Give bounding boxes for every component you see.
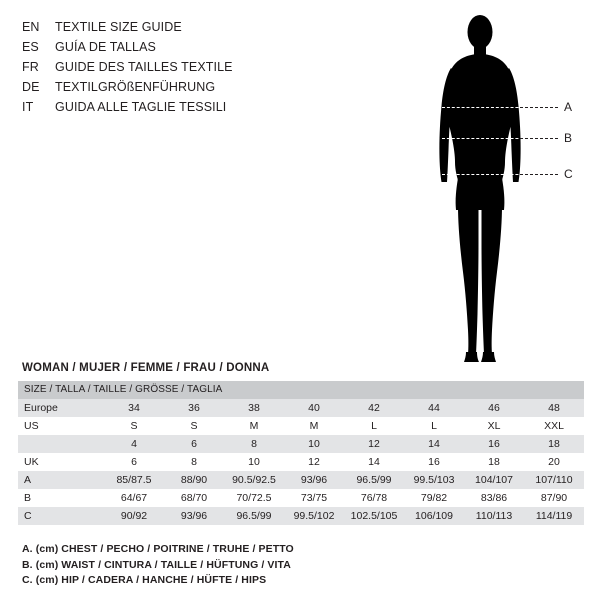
female-body-silhouette-icon (420, 10, 540, 370)
table-cell: 88/90 (164, 471, 224, 489)
waist-marker-label: B (564, 131, 573, 145)
legend-item-hip: C. (cm) HIP / CADERA / HANCHE / HÜFTE / HIPS (22, 574, 267, 586)
table-cell: 106/109 (404, 507, 464, 525)
table-cell: S (164, 417, 224, 435)
table-row (18, 471, 584, 489)
table-cell: 79/82 (404, 489, 464, 507)
language-title-list (22, 17, 352, 117)
language-title: TEXTILGRÖßENFÜHRUNG (55, 80, 216, 94)
row-label: C (18, 507, 104, 525)
table-cell: 64/67 (104, 489, 164, 507)
table-cell: M (284, 417, 344, 435)
language-code: IT (22, 100, 34, 114)
legend-item-waist: B. (cm) WAIST / CINTURA / TAILLE / HÜFTUNG / VITA (22, 558, 291, 571)
table-cell: 10 (224, 453, 284, 471)
table-cell: 93/96 (164, 507, 224, 525)
table-cell: 93/96 (284, 471, 344, 489)
table-row (18, 453, 584, 471)
language-row (22, 57, 352, 77)
table-cell: 46 (464, 399, 524, 417)
table-cell: 90.5/92.5 (224, 471, 284, 489)
table-cell: 20 (524, 453, 584, 471)
chest-marker-label: A (564, 100, 573, 114)
table-cell: 14 (404, 435, 464, 453)
table-cell: XXL (524, 417, 584, 435)
table-cell: 6 (164, 435, 224, 453)
legend-item-chest: A. (cm) CHEST / PECHO / POITRINE / TRUHE / PETTO (22, 543, 294, 555)
row-label: UK (18, 453, 104, 471)
table-cell: 18 (464, 453, 524, 471)
table-cell: 73/75 (284, 489, 344, 507)
table-row (18, 507, 584, 525)
table-row (18, 399, 584, 417)
table-cell: 18 (524, 435, 584, 453)
table-cell: 42 (344, 399, 404, 417)
row-label: A (18, 471, 104, 489)
table-cell: 85/87.5 (104, 471, 164, 489)
table-cell: 90/92 (104, 507, 164, 525)
table-header-label: SIZE / TALLA / TAILLE / GRÖSSE / TAGLIA (18, 381, 584, 399)
language-title: GUIDA ALLE TAGLIE TESSILI (55, 100, 227, 114)
table-cell: 87/90 (524, 489, 584, 507)
table-cell: 34 (104, 399, 164, 417)
language-row (22, 37, 352, 57)
table-row (18, 417, 584, 435)
row-label (18, 435, 104, 453)
table-cell: 36 (164, 399, 224, 417)
table-cell: 96.5/99 (224, 507, 284, 525)
table-cell: 76/78 (344, 489, 404, 507)
hip-marker-label: C (564, 167, 573, 181)
table-cell: 12 (344, 435, 404, 453)
waist-guide-line-extension (520, 138, 558, 139)
measurement-legend (22, 542, 442, 589)
table-cell: 114/119 (524, 507, 584, 525)
table-cell: M (224, 417, 284, 435)
table-cell: 10 (284, 435, 344, 453)
language-row (22, 97, 352, 117)
table-cell: 16 (464, 435, 524, 453)
table-cell: 102.5/105 (344, 507, 404, 525)
language-title: GUÍA DE TALLAS (55, 40, 156, 54)
table-cell: 99.5/102 (284, 507, 344, 525)
table-header-row (18, 381, 584, 399)
section-title: WOMAN / MUJER / FEMME / FRAU / DONNA (22, 362, 270, 374)
row-label: B (18, 489, 104, 507)
language-code: ES (22, 40, 39, 54)
chest-guide-line-extension (520, 107, 558, 108)
table-cell: 38 (224, 399, 284, 417)
table-cell: 8 (224, 435, 284, 453)
language-code: FR (22, 60, 39, 74)
table-cell: 70/72.5 (224, 489, 284, 507)
table-cell: S (104, 417, 164, 435)
row-label: US (18, 417, 104, 435)
table-cell: 4 (104, 435, 164, 453)
hip-guide-line-extension (520, 174, 558, 175)
language-code: EN (22, 20, 40, 34)
size-table (18, 381, 584, 525)
language-title: GUIDE DES TAILLES TEXTILE (55, 60, 233, 74)
table-cell: 6 (104, 453, 164, 471)
language-title: TEXTILE SIZE GUIDE (55, 20, 182, 34)
table-cell: 83/86 (464, 489, 524, 507)
table-cell: 14 (344, 453, 404, 471)
table-cell: XL (464, 417, 524, 435)
language-row (22, 77, 352, 97)
table-cell: 107/110 (524, 471, 584, 489)
table-cell: 104/107 (464, 471, 524, 489)
table-cell: 68/70 (164, 489, 224, 507)
table-cell: 96.5/99 (344, 471, 404, 489)
table-cell: 44 (404, 399, 464, 417)
table-cell: 48 (524, 399, 584, 417)
table-row (18, 435, 584, 453)
table-cell: L (404, 417, 464, 435)
table-cell: 16 (404, 453, 464, 471)
language-row (22, 17, 352, 37)
language-code: DE (22, 80, 40, 94)
table-row (18, 489, 584, 507)
table-cell: 12 (284, 453, 344, 471)
table-cell: L (344, 417, 404, 435)
table-cell: 8 (164, 453, 224, 471)
table-cell: 40 (284, 399, 344, 417)
size-table-wrapper (18, 381, 584, 525)
body-figure (380, 10, 590, 370)
table-cell: 110/113 (464, 507, 524, 525)
table-cell: 99.5/103 (404, 471, 464, 489)
row-label: Europe (18, 399, 104, 417)
